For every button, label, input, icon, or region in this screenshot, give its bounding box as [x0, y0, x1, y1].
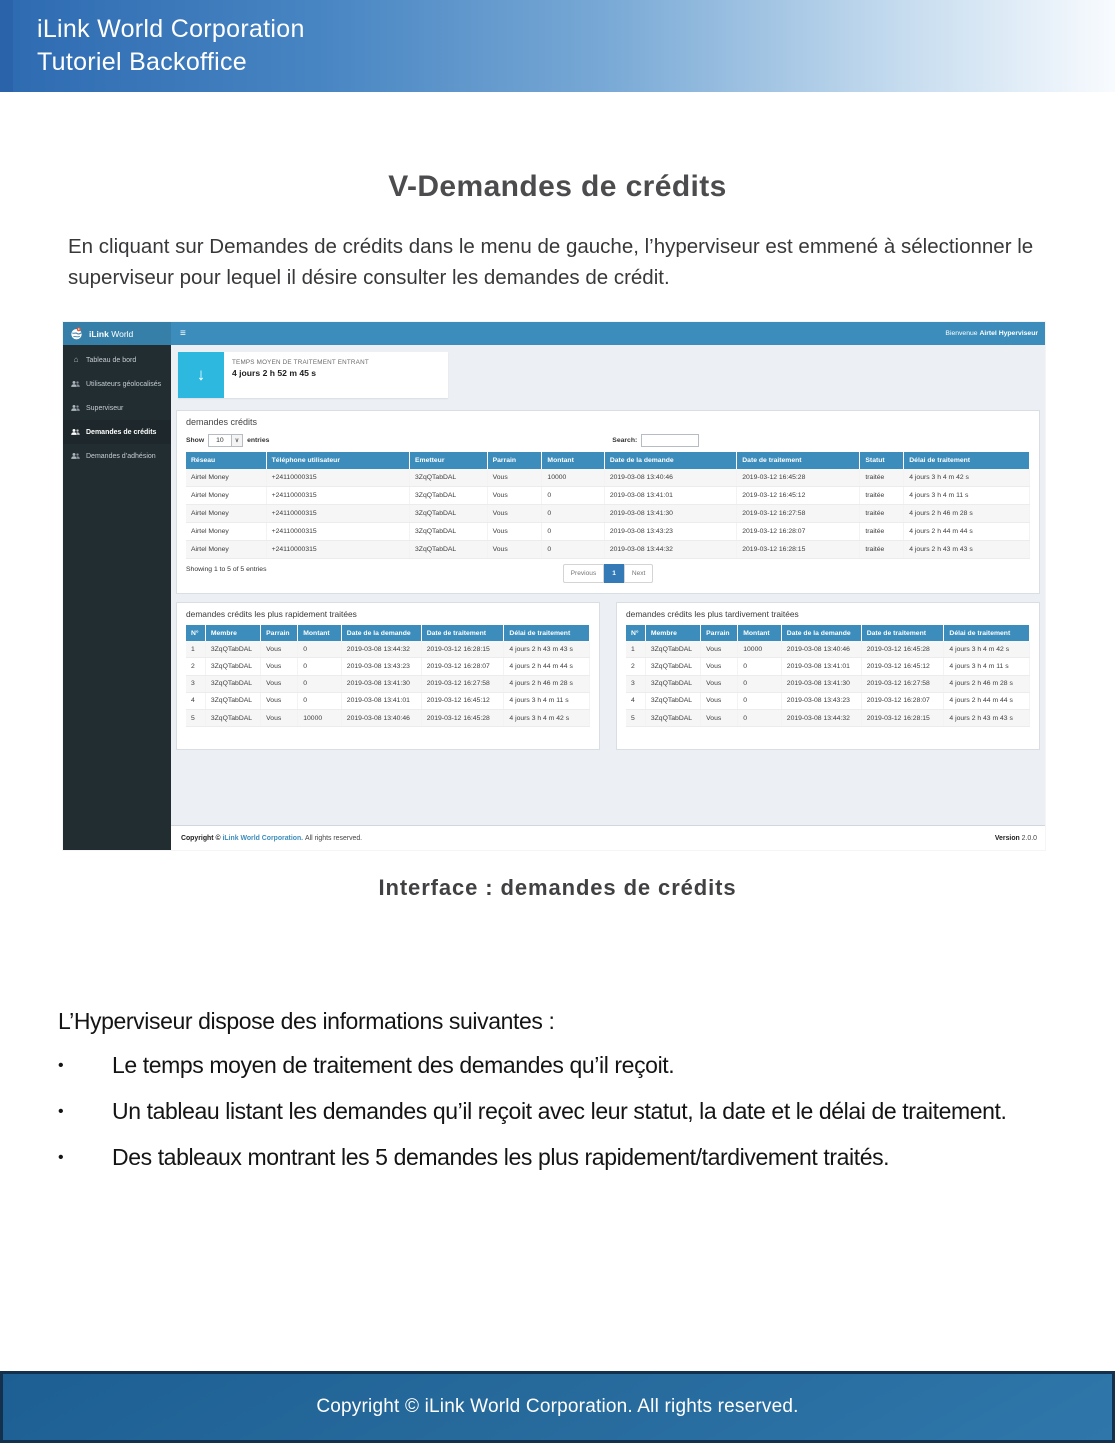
sidebar-item-label: Demandes d’adhésion — [86, 452, 156, 460]
table-cell: 2019-03-12 16:45:28 — [737, 469, 860, 487]
globe-logo-icon — [70, 327, 83, 340]
table-cell: 10000 — [298, 709, 342, 726]
latest-processed-panel — [616, 602, 1040, 750]
company-link[interactable]: iLink World Corporation. — [222, 834, 304, 842]
fastest-processed-panel — [176, 602, 600, 750]
column-header: Date de la demande — [341, 625, 421, 641]
table-cell: +24110000315 — [266, 541, 409, 559]
column-header: Parrain — [261, 625, 298, 641]
table-cell: 2019-03-12 16:28:07 — [421, 658, 504, 675]
table-cell: 0 — [738, 709, 782, 726]
document-header-banner — [0, 0, 1115, 92]
table-cell: 2019-03-12 16:27:58 — [421, 675, 504, 692]
search-control — [612, 434, 699, 447]
table-cell: 2019-03-08 13:40:46 — [781, 641, 861, 658]
table-header-row — [186, 625, 590, 641]
rights-text: All rights reserved. — [305, 834, 363, 842]
users-icon — [71, 452, 81, 460]
column-header: Date de traitement — [421, 625, 504, 641]
users-icon — [71, 428, 81, 436]
demandes-credits-row — [186, 487, 1030, 505]
document-header-text — [37, 13, 305, 79]
sidebar-item-demandes-adhesion[interactable] — [63, 444, 171, 468]
stat-label: TEMPS MOYEN DE TRAITEMENT ENTRANT — [232, 359, 369, 366]
table-cell: 3ZqQTabDAL — [205, 658, 260, 675]
chevron-down-icon: ∨ — [231, 435, 242, 446]
table-cell: 2019-03-08 13:41:30 — [604, 505, 736, 523]
table-cell: 2019-03-08 13:41:30 — [341, 675, 421, 692]
column-header[interactable]: Date de la demande — [604, 452, 736, 469]
table-cell: 1 — [186, 641, 205, 658]
table-cell: Vous — [261, 692, 298, 709]
table-cell: 2019-03-08 13:43:23 — [781, 692, 861, 709]
list-item — [58, 1051, 1078, 1080]
table-cell: Airtel Money — [186, 505, 266, 523]
column-header[interactable]: Date de traitement — [737, 452, 860, 469]
column-header: Date de la demande — [781, 625, 861, 641]
sidebar-item-tableau-de-bord[interactable] — [63, 348, 171, 372]
down-arrow-icon: ↓ — [178, 352, 224, 398]
table-header-row — [186, 452, 1030, 469]
table-cell: 4 jours 2 h 46 m 28 s — [944, 675, 1030, 692]
table-cell: +24110000315 — [266, 487, 409, 505]
table-cell: +24110000315 — [266, 523, 409, 541]
latest-row — [626, 692, 1030, 709]
pagination — [177, 564, 1039, 583]
panel-title: demandes crédits les plus tardivement traitées — [626, 609, 799, 619]
column-header[interactable]: Parrain — [487, 452, 542, 469]
table-footer — [177, 559, 1039, 593]
table-cell: 5 — [626, 709, 645, 726]
entries-label: entries — [247, 437, 270, 444]
info-heading: L’Hyperviseur dispose des informations suivantes : — [58, 1008, 555, 1034]
table-cell: 3ZqQTabDAL — [645, 641, 700, 658]
sidebar-item-demandes-de-credits[interactable] — [63, 420, 171, 444]
table-cell: 2019-03-12 16:28:15 — [861, 709, 944, 726]
backoffice-screenshot — [63, 322, 1045, 850]
latest-row — [626, 709, 1030, 726]
table-cell: 0 — [542, 541, 604, 559]
sidebar-item-label: Superviseur — [86, 404, 124, 412]
entries-select[interactable] — [208, 434, 243, 447]
table-cell: 0 — [298, 658, 342, 675]
table-cell: 4 jours 2 h 44 m 44 s — [504, 658, 590, 675]
latest-row — [626, 675, 1030, 692]
table-cell: 0 — [542, 505, 604, 523]
column-header: Montant — [738, 625, 782, 641]
version-label: Version — [994, 834, 1020, 842]
table-cell: Vous — [701, 675, 738, 692]
app-content — [171, 345, 1045, 825]
table-cell: 0 — [738, 692, 782, 709]
bullet-text: Un tableau listant les demandes qu’il reçoit avec leur statut, la date et le délai de traitement. — [112, 1098, 1007, 1124]
table-cell: 0 — [298, 641, 342, 658]
bullet-text: Des tableaux montrant les 5 demandes les plus rapidement/tardivement traités. — [112, 1144, 890, 1170]
table-cell: 2019-03-08 13:41:01 — [341, 692, 421, 709]
table-cell: 3ZqQTabDAL — [645, 675, 700, 692]
sidebar-item-utilisateurs-geolocalises[interactable] — [63, 372, 171, 396]
table-cell: Vous — [261, 675, 298, 692]
table-cell: Vous — [487, 469, 542, 487]
table-cell: 3ZqQTabDAL — [645, 658, 700, 675]
table-cell: Vous — [261, 658, 298, 675]
welcome-user[interactable] — [945, 330, 1045, 337]
bullet-icon: • — [58, 1149, 64, 1166]
table-header-row — [626, 625, 1030, 641]
sidebar-item-superviseur[interactable] — [63, 396, 171, 420]
table-cell: 10000 — [542, 469, 604, 487]
list-item — [58, 1097, 1078, 1126]
table-cell: 2 — [626, 658, 645, 675]
menu-toggle-icon[interactable]: ≡ — [180, 328, 186, 339]
table-cell: Vous — [701, 641, 738, 658]
table-cell: 0 — [298, 675, 342, 692]
table-cell: 2019-03-12 16:28:07 — [737, 523, 860, 541]
table-cell: 4 jours 2 h 44 m 44 s — [944, 692, 1030, 709]
demandes-credits-row — [186, 523, 1030, 541]
column-header[interactable]: Statut — [860, 452, 904, 469]
table-cell: 2019-03-12 16:45:12 — [737, 487, 860, 505]
intro-paragraph: En cliquant sur Demandes de crédits dans le menu de gauche, l’hyperviseur est emmené à sélectionner le superviseur pour lequel il désire consulter les demandes de crédit. — [68, 235, 1034, 289]
fastest-processed-table — [186, 625, 590, 727]
entries-length-control — [186, 434, 269, 447]
table-cell: traitée — [860, 523, 904, 541]
demandes-credits-row — [186, 469, 1030, 487]
table-cell: 2 — [186, 658, 205, 675]
table-cell: 2019-03-12 16:45:28 — [421, 709, 504, 726]
document-footer-text: Copyright © iLink World Corporation. All rights reserved. — [316, 1396, 799, 1417]
table-cell: +24110000315 — [266, 469, 409, 487]
table-cell: 0 — [542, 487, 604, 505]
table-cell: 0 — [738, 658, 782, 675]
table-cell: 2019-03-12 16:28:15 — [737, 541, 860, 559]
table-cell: 3 — [626, 675, 645, 692]
table-cell: 0 — [298, 692, 342, 709]
table-cell: 4 jours 2 h 46 m 28 s — [504, 675, 590, 692]
previous-page-button[interactable]: Previous — [563, 564, 605, 583]
table-cell: 3ZqQTabDAL — [410, 469, 488, 487]
table-cell: 2019-03-12 16:45:12 — [421, 692, 504, 709]
panel-title: demandes crédits — [186, 417, 258, 427]
document-footer-banner — [0, 1371, 1115, 1443]
list-item — [58, 1143, 1078, 1172]
table-cell: 3ZqQTabDAL — [205, 692, 260, 709]
column-header[interactable]: Téléphone utilisateur — [266, 452, 409, 469]
panel-title: demandes crédits les plus rapidement traitées — [186, 609, 357, 619]
screenshot-caption: Interface : demandes de crédits — [378, 875, 737, 900]
version-value: 2.0.0 — [1021, 834, 1037, 842]
table-cell: 2019-03-08 13:43:23 — [604, 523, 736, 541]
latest-row — [626, 641, 1030, 658]
table-cell: 4 jours 2 h 43 m 43 s — [504, 641, 590, 658]
brand-text — [89, 329, 133, 339]
table-cell: 2019-03-08 13:44:32 — [341, 641, 421, 658]
table-cell: traitée — [860, 487, 904, 505]
table-cell: 0 — [738, 675, 782, 692]
table-cell: 4 jours 3 h 4 m 11 s — [944, 658, 1030, 675]
table-controls — [177, 432, 1039, 452]
demandes-credits-row — [186, 505, 1030, 523]
navbar-main — [171, 322, 1045, 345]
table-cell: 2019-03-08 13:40:46 — [341, 709, 421, 726]
brand-bold: iLink — [89, 328, 109, 339]
table-cell: Airtel Money — [186, 487, 266, 505]
column-header: Membre — [205, 625, 260, 641]
table-cell: 2019-03-08 13:43:23 — [341, 658, 421, 675]
column-header: Parrain — [701, 625, 738, 641]
table-cell: 3ZqQTabDAL — [645, 709, 700, 726]
table-cell: 2019-03-08 13:41:30 — [781, 675, 861, 692]
sidebar-item-label: Utilisateurs géolocalisés — [86, 380, 162, 388]
sidebar-item-label: Tableau de bord — [86, 356, 137, 364]
column-header: N° — [186, 625, 205, 641]
table-cell: Vous — [701, 709, 738, 726]
table-cell: 10000 — [738, 641, 782, 658]
table-cell: 3ZqQTabDAL — [410, 505, 488, 523]
table-cell: 3ZqQTabDAL — [410, 487, 488, 505]
page-title: V-Demandes de crédits — [388, 170, 727, 203]
app-version — [995, 835, 1037, 842]
table-cell: 2019-03-08 13:40:46 — [604, 469, 736, 487]
demandes-credits-panel — [176, 410, 1040, 594]
table-cell: 2019-03-12 16:45:12 — [861, 658, 944, 675]
home-icon: ⌂ — [73, 355, 79, 364]
table-cell: 3ZqQTabDAL — [205, 709, 260, 726]
document-subtitle: Tutoriel Backoffice — [37, 48, 247, 76]
info-section — [58, 1008, 1078, 1189]
sidebar-footer-fill — [63, 825, 171, 850]
table-cell: Vous — [261, 709, 298, 726]
show-label: Show — [186, 437, 205, 444]
users-icon — [71, 404, 81, 412]
table-cell: 2019-03-08 13:41:01 — [604, 487, 736, 505]
table-cell: 2019-03-08 13:44:32 — [604, 541, 736, 559]
search-input[interactable] — [641, 434, 699, 447]
table-cell: Vous — [487, 487, 542, 505]
column-header: Membre — [645, 625, 700, 641]
table-cell: 2019-03-12 16:45:28 — [861, 641, 944, 658]
search-label: Search: — [612, 437, 638, 444]
app-brand[interactable] — [63, 322, 171, 345]
table-cell: 4 jours 2 h 44 m 44 s — [904, 523, 1030, 541]
table-cell: 3ZqQTabDAL — [205, 675, 260, 692]
table-cell: +24110000315 — [266, 505, 409, 523]
stat-box-temps-moyen — [178, 352, 448, 398]
welcome-prefix: Bienvenue — [945, 330, 978, 337]
table-cell: 4 jours 3 h 4 m 11 s — [504, 692, 590, 709]
column-header: Délai de traitement — [504, 625, 590, 641]
page-1-button[interactable]: 1 — [604, 564, 624, 583]
demandes-credits-table — [186, 452, 1030, 559]
table-cell: Vous — [487, 505, 542, 523]
table-cell: Vous — [261, 641, 298, 658]
table-cell: traitée — [860, 541, 904, 559]
table-cell: 4 jours 2 h 46 m 28 s — [904, 505, 1030, 523]
bullet-text: Le temps moyen de traitement des demandes qu’il reçoit. — [112, 1052, 675, 1078]
fastest-row — [186, 709, 590, 726]
table-cell: Vous — [701, 692, 738, 709]
showing-entries-text: Showing 1 to 5 of 5 entries — [186, 566, 267, 573]
sidebar — [63, 345, 171, 825]
table-cell: 4 jours 3 h 4 m 42 s — [944, 641, 1030, 658]
app-footer — [171, 825, 1045, 850]
column-header[interactable]: Montant — [542, 452, 604, 469]
table-cell: 0 — [542, 523, 604, 541]
column-header[interactable]: Réseau — [186, 452, 266, 469]
company-name: iLink World Corporation — [37, 15, 305, 43]
table-cell: 2019-03-08 13:44:32 — [781, 709, 861, 726]
app-navbar — [63, 322, 1045, 345]
table-cell: 2019-03-12 16:27:58 — [861, 675, 944, 692]
welcome-username: Airtel Hyperviseur — [979, 330, 1038, 337]
table-cell: 4 — [626, 692, 645, 709]
latest-row — [626, 658, 1030, 675]
table-cell: 3 — [186, 675, 205, 692]
column-header: N° — [626, 625, 645, 641]
table-cell: 4 — [186, 692, 205, 709]
table-cell: traitée — [860, 469, 904, 487]
table-cell: Airtel Money — [186, 541, 266, 559]
table-cell: Airtel Money — [186, 523, 266, 541]
table-cell: 4 jours 3 h 4 m 42 s — [904, 469, 1030, 487]
table-cell: 4 jours 3 h 4 m 11 s — [904, 487, 1030, 505]
column-header: Date de traitement — [861, 625, 944, 641]
table-cell: 2019-03-12 16:28:15 — [421, 641, 504, 658]
users-icon — [71, 380, 81, 388]
table-cell: 3ZqQTabDAL — [410, 523, 488, 541]
app-copyright — [175, 835, 362, 842]
table-cell: Vous — [487, 541, 542, 559]
column-header[interactable]: Délai de traitement — [904, 452, 1030, 469]
table-cell: 2019-03-12 16:28:07 — [861, 692, 944, 709]
column-header[interactable]: Emetteur — [410, 452, 488, 469]
table-cell: 2019-03-12 16:27:58 — [737, 505, 860, 523]
table-cell: 4 jours 2 h 43 m 43 s — [904, 541, 1030, 559]
table-cell: Vous — [487, 523, 542, 541]
table-cell: Airtel Money — [186, 469, 266, 487]
table-cell: Vous — [701, 658, 738, 675]
demandes-credits-row — [186, 541, 1030, 559]
fastest-row — [186, 675, 590, 692]
copyright-label: Copyright © — [181, 834, 221, 842]
table-cell: 2019-03-08 13:41:01 — [781, 658, 861, 675]
sidebar-item-label: Demandes de crédits — [86, 428, 157, 436]
table-cell: 3ZqQTabDAL — [645, 692, 700, 709]
fastest-row — [186, 658, 590, 675]
column-header: Montant — [298, 625, 342, 641]
bullet-icon: • — [58, 1103, 64, 1120]
fastest-row — [186, 692, 590, 709]
entries-select-value: 10 — [216, 437, 224, 444]
table-cell: 3ZqQTabDAL — [410, 541, 488, 559]
latest-processed-table — [626, 625, 1030, 727]
fastest-row — [186, 641, 590, 658]
brand-regular: World — [111, 328, 134, 339]
table-cell: 1 — [626, 641, 645, 658]
stat-value: 4 jours 2 h 52 m 45 s — [232, 368, 317, 378]
next-page-button[interactable]: Next — [624, 564, 654, 583]
table-cell: 4 jours 2 h 43 m 43 s — [944, 709, 1030, 726]
table-cell: 5 — [186, 709, 205, 726]
column-header: Délai de traitement — [944, 625, 1030, 641]
table-cell: 3ZqQTabDAL — [205, 641, 260, 658]
table-cell: 4 jours 3 h 4 m 42 s — [504, 709, 590, 726]
table-cell: traitée — [860, 505, 904, 523]
bullet-icon: • — [58, 1057, 64, 1074]
